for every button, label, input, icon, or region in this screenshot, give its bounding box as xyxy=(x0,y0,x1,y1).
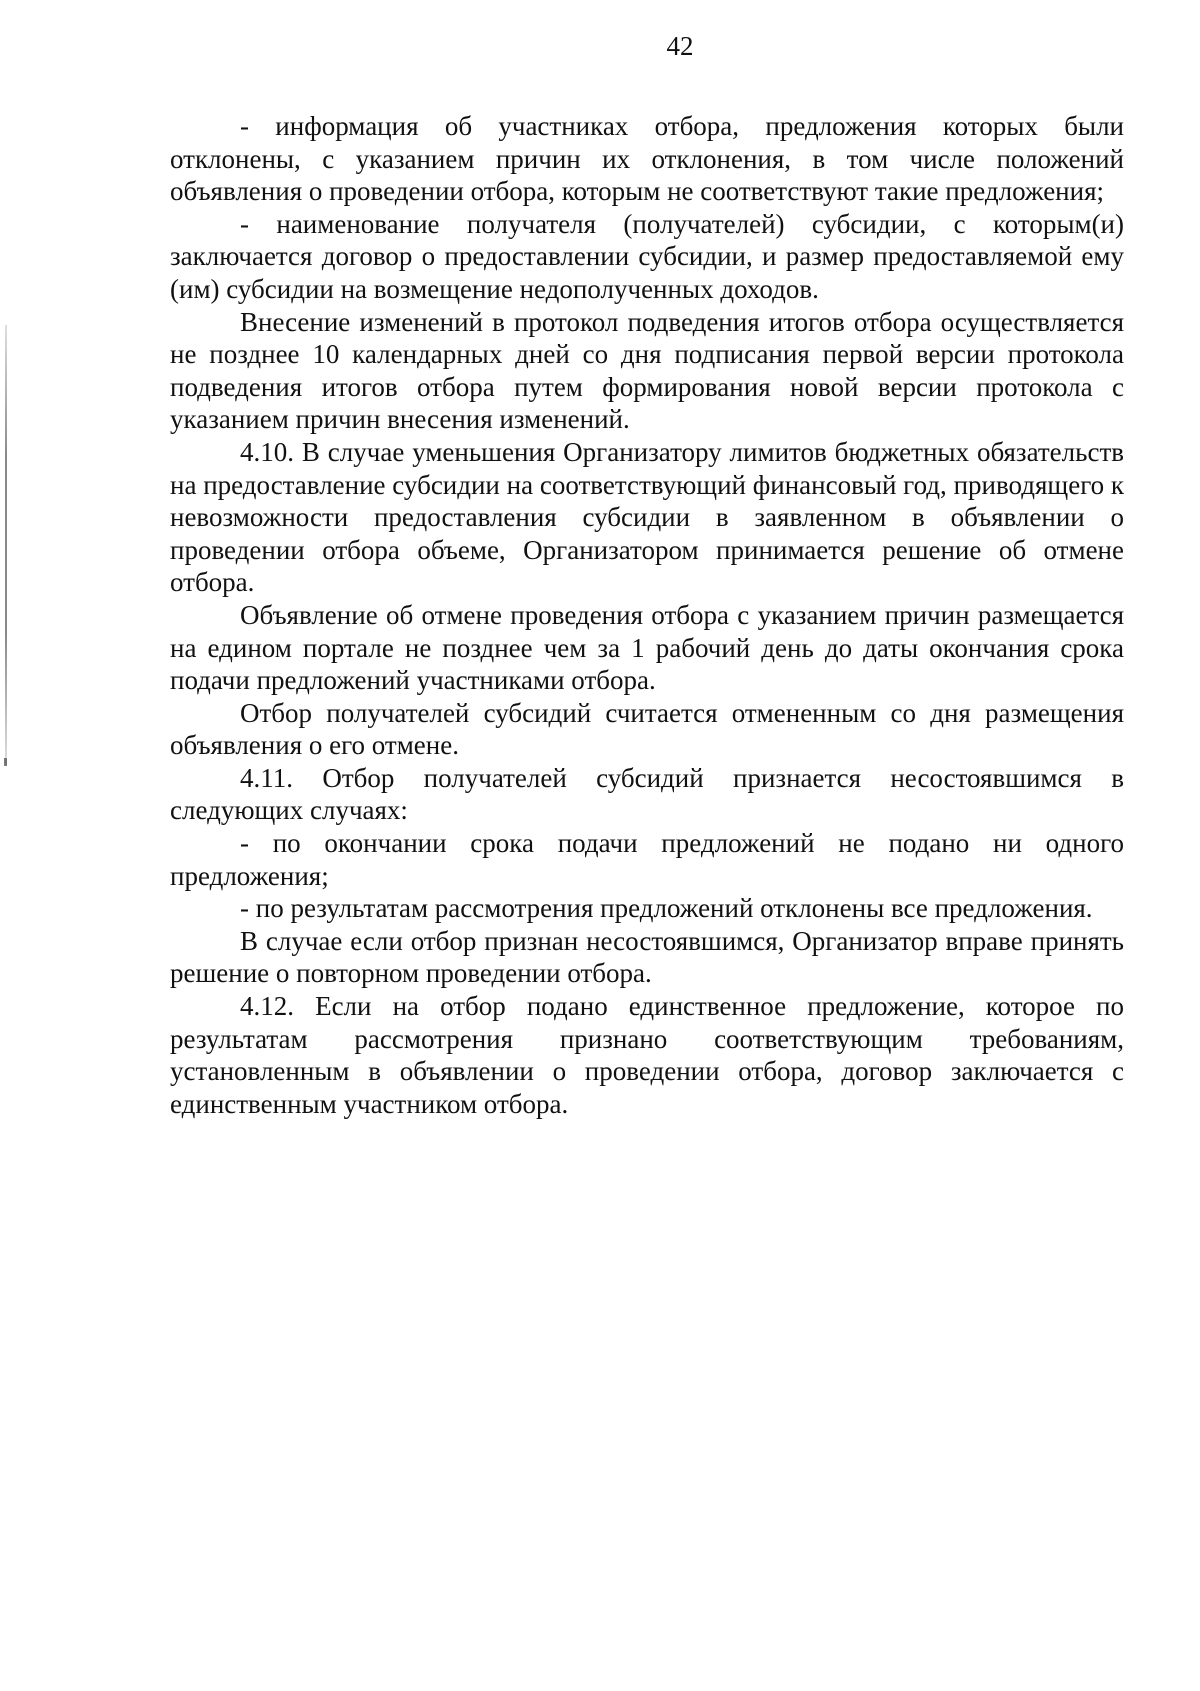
paragraph-section-4-10: 4.10. В случае уменьшения Организатору лимитов бюджетных обязательств на предоставление субсидии на соответствующий финансовый год, приводящего к невозможности предоставления субсидии в заявленном в объявлении о проведении отбора объеме, Организатором принимается решение об отмене отбора. xyxy=(170,436,1124,598)
scan-edge-mark xyxy=(5,325,7,765)
page-number: 42 xyxy=(666,31,694,61)
paragraph-rejected-participants-info: - информация об участниках отбора, предложения которых были отклонены, с указанием причин их отклонения, в том числе положений объявления о проведении отбора, которым не соответствуют такие предложения; xyxy=(170,111,1124,207)
scan-edge-dot xyxy=(4,758,7,766)
paragraph-cancellation-effective: Отбор получателей субсидий считается отмененным со дня размещения объявления о его отмене. xyxy=(170,697,1124,761)
paragraph-recipient-name: - наименование получателя (получателей) субсидии, с которым(и) заключается договор о предоставлении субсидии, и размер предоставляемой ему (им) субсидии на возмещение недополученных доходов. xyxy=(170,208,1124,304)
paragraph-all-rejected: - по результатам рассмотрения предложений отклонены все предложения. xyxy=(240,893,1093,924)
paragraph-protocol-changes: Внесение изменений в протокол подведения итогов отбора осуществляется не позднее 10 календарных дней со дня подписания первой версии протокола подведения итогов отбора путем формирования новой версии протокола с указанием причин внесения изменений. xyxy=(170,306,1124,435)
paragraph-repeat-selection: В случае если отбор признан несостоявшимся, Организатор вправе принять решение о повторном проведении отбора. xyxy=(170,925,1124,989)
document-body xyxy=(170,110,1124,1120)
paragraph-cancellation-announcement: Объявление об отмене проведения отбора с указанием причин размещается на едином портале не позднее чем за 1 рабочий день до даты окончания срока подачи предложений участниками отбора. xyxy=(170,599,1124,696)
paragraph-section-4-11: 4.11. Отбор получателей субсидий признается несостоявшимся в следующих случаях: xyxy=(170,762,1124,826)
paragraph-no-proposals: - по окончании срока подачи предложений не подано ни одного предложения; xyxy=(170,828,1124,891)
paragraph-section-4-12: 4.12. Если на отбор подано единственное предложение, которое по результатам рассмотрения признано соответствующим требованиям, установленным в объявлении о проведении отбора, договор заключается с единственным участником отбора. xyxy=(170,991,1124,1119)
